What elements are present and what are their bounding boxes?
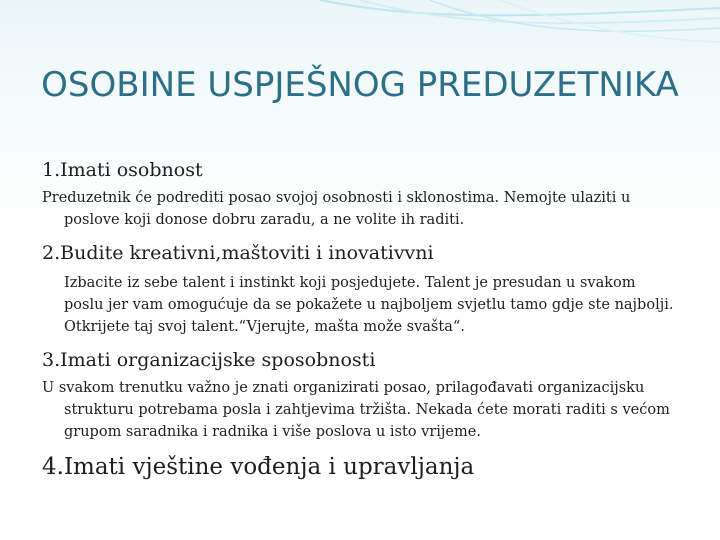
section-4-heading: 4.Imati vještine vođenja i upravljanja <box>42 454 475 480</box>
slide-content <box>42 155 678 484</box>
section-3-heading: 3.Imati organizacijske sposobnosti <box>42 349 376 371</box>
section-2-heading: 2.Budite kreativni,maštoviti i inovativvni <box>42 242 434 264</box>
decorative-swirl <box>0 0 720 60</box>
slide-title: OSOBINE USPJEŠNOG PREDUZETNIKA <box>41 64 679 105</box>
section-2-text: Izbacite iz sebe talent i instinkt koji posjedujete. Talent je presudan u svakom poslu jer vam omogućuje da se pokažete u najboljem svjetlu tamo gdje ste najbolji. Otkrijete taj svoj talent.“Vjerujte, mašta može svašta“. <box>64 275 674 335</box>
section-1-heading: 1.Imati osobnost <box>42 159 203 181</box>
section-1-text: Preduzetnik će podrediti posao svojoj osobnosti i sklonostima. Nemojte ulaziti u poslove koji donose dobru zaradu, a ne volite ih raditi. <box>42 190 631 228</box>
section-3-text: U svakom trenutku važno je znati organizirati posao, prilagođavati organizacijsku strukturu potrebama posla i zahtjevima tržišta. Nekada ćete morati raditi s većom grupom saradnika i radnika i više poslova u isto vrijeme. <box>42 380 670 440</box>
